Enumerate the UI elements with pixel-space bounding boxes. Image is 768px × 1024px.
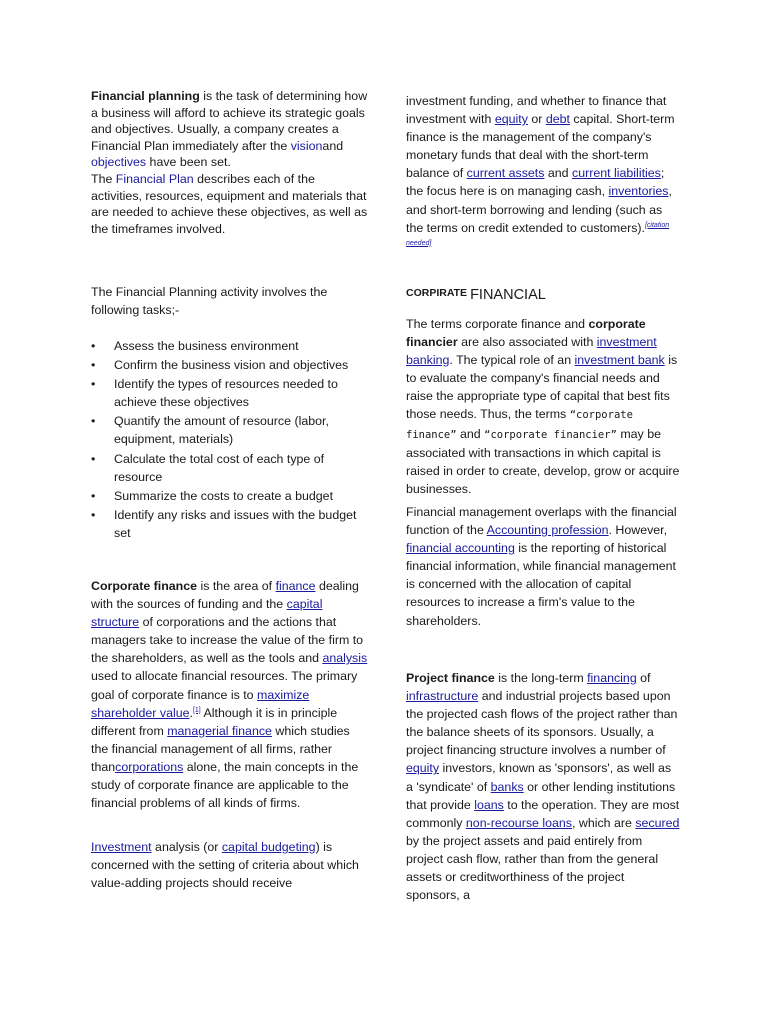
link-vision[interactable]: vision — [290, 138, 323, 153]
reference-1[interactable]: [1] — [192, 706, 201, 714]
citation-needed[interactable]: [citation needed] — [406, 221, 670, 247]
link-inventories[interactable]: inventories — [608, 184, 669, 199]
term-project-finance: Project finance — [406, 671, 495, 685]
task-item: • Identify any risks and issues with the budget set — [91, 506, 369, 542]
link-current-assets[interactable]: current assets — [466, 166, 545, 181]
link-objectives[interactable]: objectives — [91, 155, 147, 170]
heading-corpirate: CORPIRATE — [406, 287, 468, 299]
link-loans[interactable]: loans — [474, 797, 504, 812]
project-finance-paragraph: Project finance is the long-term financing of infrastructure and industrial projects based upon the projected cash flows of the project rather than the balance sheets of its sponsors. Usually, a project financing structure involves a number of equity investors, known as 'sponsors', as well as a 'syndicate' of banks or other lending institutions that provide loans to the operation. They are most commonly non-recourse loans, which are secured by the project assets and paid entirely from project cash flow, rather than from the general assets or creditworthiness of the project sponsors, a — [406, 671, 680, 903]
corporate-finance-paragraph: Corporate finance is the area of finance dealing with the sources of funding and the capital structure of corporations and the actions that managers take to increase the value of the firm to the shareholders, as well as the tools and analysis used to allocate financial resources. The primary goal of corporate finance is to maximize shareholder value.[1] Although it is in principle different from managerial finance which studies the financial management of all firms, rather thancorporations alone, the main concepts in the study of corporate finance are applicable to the financial problems of all kinds of firms. — [91, 579, 368, 811]
link-capital-budgeting[interactable]: capital budgeting — [221, 840, 316, 854]
link-corporations[interactable]: corporations — [115, 759, 184, 774]
investment-analysis-paragraph: Investment analysis (or capital budgeting) is concerned with the setting of criteria about which value-adding projects should receive — [91, 840, 359, 891]
section-heading — [406, 284, 680, 304]
task-list — [91, 337, 369, 543]
task-item: • Confirm the business vision and objectives — [91, 356, 369, 374]
term-corporate-finance: Corporate finance — [91, 579, 198, 593]
link-current-liabilities[interactable]: current liabilities — [572, 166, 661, 181]
link-managerial-finance[interactable]: managerial finance — [167, 723, 272, 738]
term-financial-planning: Financial planning — [91, 89, 200, 103]
link-non-recourse-loans[interactable]: non-recourse loans — [465, 815, 572, 830]
financial-planning-paragraph: Financial planning is the task of determining how a business will afford to achieve its strategic goals and objectives. Usually, a company creates a Financial Plan immediately after the visionand objectives have been set. The Financial Plan describes each of the activities, resources, equipment and materials that are needed to achieve these objectives, as well as the timeframes involved. — [91, 89, 368, 236]
link-investment[interactable]: Investment — [91, 840, 152, 854]
link-maximize[interactable]: maximize — [257, 687, 310, 702]
task-item: • Quantify the amount of resource (labor, equipment, materials) — [91, 412, 369, 448]
link-capital-structure[interactable]: capital structure — [91, 597, 323, 630]
link-financial-accounting[interactable]: financial accounting — [406, 541, 515, 556]
short-term-finance-paragraph: investment funding, and whether to finance that investment with equity or debt capital. Short-term finance is the management of the company's monetary funds that deal with the short-term balance of current assets and current liabilities; the focus here is on managing cash, inventories, and short-term borrowing and lending (such as the terms on credit extended to customers).[citation needed] — [406, 94, 675, 247]
link-secured[interactable]: secured — [635, 815, 680, 830]
task-item: • Assess the business environment — [91, 337, 369, 355]
term-corporate-financier: corporate financier — [406, 317, 646, 350]
link-equity[interactable]: equity — [494, 112, 528, 127]
link-analysis[interactable]: analysis — [322, 651, 368, 666]
heading-financial: FINANCIAL — [470, 287, 546, 303]
link-investment-banking[interactable]: investment banking — [406, 335, 657, 368]
task-item: • Identify the types of resources needed to achieve these objectives — [91, 375, 369, 411]
link-infrastructure[interactable]: infrastructure — [406, 689, 479, 704]
link-banks[interactable]: banks — [490, 779, 524, 794]
financial-management-paragraph: Financial management overlaps with the financial function of the Accounting profession. However, financial accounting is the reporting of historical financial information, while financial management is concerned with the allocation of capital resources to increase a firm's value to the shareholders. — [406, 505, 677, 628]
link-financial-plan[interactable]: Financial Plan — [115, 171, 194, 186]
planning-activity-intro: The Financial Planning activity involves the following tasks;- — [91, 285, 328, 318]
corporate-financier-paragraph: The terms corporate finance and corporate financier are also associated with investment banking. The typical role of an investment bank is to evaluate the company's financial needs and raise the appropriate type of capital that best fits those needs. Thus, the terms “corporate finance” and “corporate financier” may be associated with transactions in which capital is raised in order to create, develop, grow or acquire businesses. — [406, 317, 680, 496]
task-item: • Summarize the costs to create a budget — [91, 487, 369, 505]
link-investment-bank[interactable]: investment bank — [574, 353, 665, 368]
link-debt[interactable]: debt — [545, 112, 570, 127]
link-equity-investors[interactable]: equity — [406, 761, 440, 776]
task-item: • Calculate the total cost of each type of resource — [91, 450, 369, 486]
link-shareholder-value[interactable]: shareholder value — [91, 705, 190, 720]
link-accounting-profession[interactable]: Accounting profession — [486, 523, 609, 538]
link-finance[interactable]: finance — [275, 579, 316, 593]
link-financing[interactable]: financing — [587, 671, 637, 685]
